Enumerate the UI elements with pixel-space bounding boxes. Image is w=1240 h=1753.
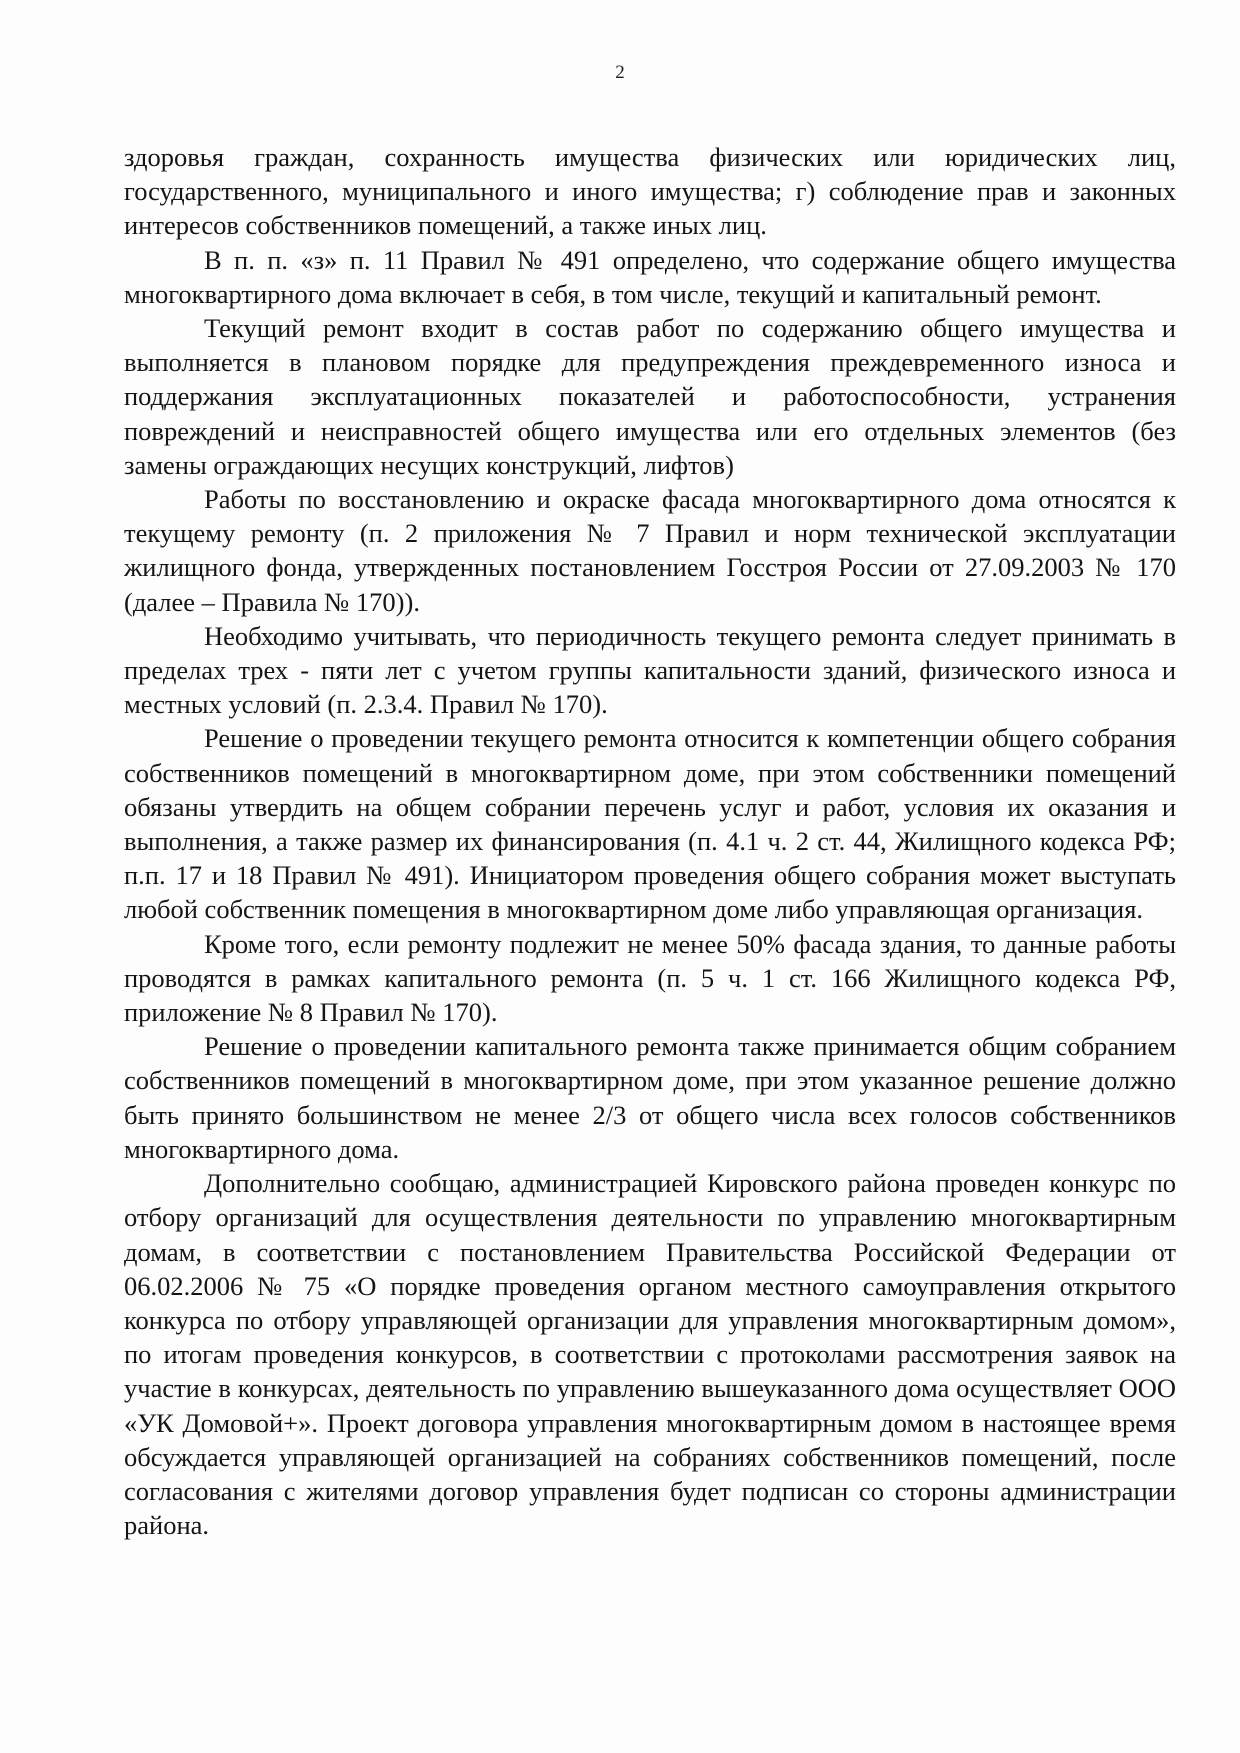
paragraph-3: Текущий ремонт входит в состав работ по содержанию общего имущества и выполняется в плановом порядке для предупреждения преждевременного износа и поддержания эксплуатационных показателей и работоспособности, устранения повреждений и неисправностей общего имущества или его отдельных элементов (без замены ограждающих несущих конструкций, лифтов) xyxy=(124,313,1176,480)
paragraph-2: В п. п. «з» п. 11 Правил № 491 определено, что содержание общего имущества многоквартирного дома включает в себя, в том числе, текущий и капитальный ремонт. xyxy=(124,244,1176,309)
paragraph-8: Решение о проведении капитального ремонта также принимается общим собранием собственников помещений в многоквартирном доме, при этом указанное решение должно быть принято большинством не менее 2/3 от общего числа всех голосов собственников многоквартирного дома. xyxy=(124,1031,1176,1164)
paragraph-7: Кроме того, если ремонту подлежит не менее 50% фасада здания, то данные работы проводятся в рамках капитального ремонта (п. 5 ч. 1 ст. 166 Жилищного кодекса РФ, приложение № 8 Правил № 170). xyxy=(124,928,1176,1028)
paragraph-5: Необходимо учитывать, что периодичность текущего ремонта следует принимать в пределах трех - пяти лет с учетом группы капитальности зданий, физического износа и местных условий (п. 2.3.4. Правил № 170). xyxy=(124,620,1176,720)
paragraph-9: Дополнительно сообщаю, администрацией Кировского района проведен конкурс по отбору организаций для осуществления деятельности по управлению многоквартирным домам, в соответствии с постановлением Правительства Российской Федерации от 06.02.2006 № 75 «О порядке проведения органом местного самоуправления открытого конкурса по отбору управляющей организации для управления многоквартирным домом», по итогам проведения конкурсов, в соответствии с протоколами рассмотрения заявок на участие в конкурсах, деятельность по управлению вышеуказанного дома осуществляет ООО «УК Домовой+». Проект договора управления многоквартирным домом в настоящее время обсуждается управляющей организацией на собраниях собственников помещений, после согласования с жителями договор управления будет подписан со стороны администрации района. xyxy=(124,1168,1176,1541)
paragraph-1: здоровья граждан, сохранность имущества физических или юридических лиц, государственного, муниципального и иного имущества; г) соблюдение прав и законных интересов собственников помещений, а также иных лиц. xyxy=(124,142,1176,241)
paragraph-4: Работы по восстановлению и окраске фасада многоквартирного дома относятся к текущему ремонту (п. 2 приложения № 7 Правил и норм технической эксплуатации жилищного фонда, утвержденных постановлением Госстроя России от 27.09.2003 № 170 (далее – Правила № 170)). xyxy=(124,484,1176,617)
page-number: 2 xyxy=(615,62,625,83)
document-body xyxy=(124,140,1176,1542)
paragraph-6: Решение о проведении текущего ремонта относится к компетенции общего собрания собственников помещений в многоквартирном доме, при этом собственники помещений обязаны утвердить на общем собрании перечень услуг и работ, условия их оказания и выполнения, а также размер их финансирования (п. 4.1 ч. 2 ст. 44, Жилищного кодекса РФ; п.п. 17 и 18 Правил № 491). Инициатором проведения общего собрания может выступать любой собственник помещения в многоквартирном доме либо управляющая организация. xyxy=(124,723,1176,925)
